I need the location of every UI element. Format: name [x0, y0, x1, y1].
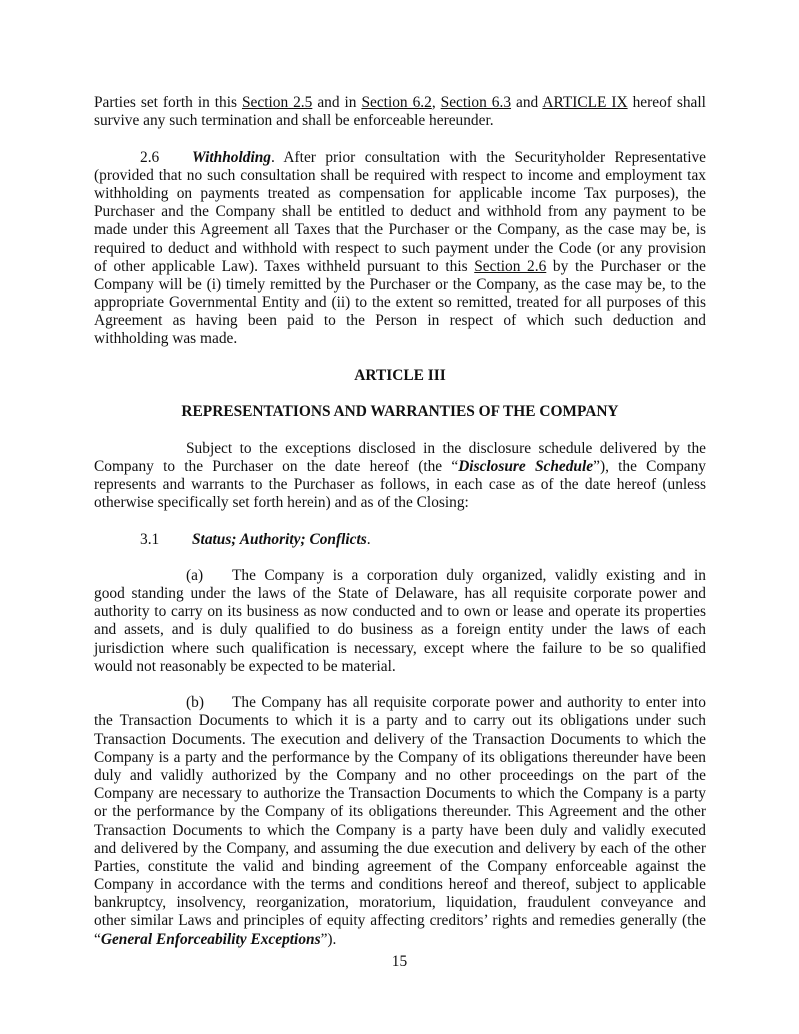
section-reference: Section 6.2: [361, 94, 432, 111]
text-line: survive any such termination and shall be enforceable hereunder.: [94, 112, 494, 130]
text: Parties set forth in this: [94, 94, 242, 111]
section-reference: Section 2.5: [241, 94, 313, 111]
text: ”), the Company: [593, 457, 707, 475]
text-line: would not reasonably be expected to be material.: [94, 657, 396, 675]
text-line: Purchaser and the Company shall be entitled to deduct and withhold from any payment to be: [94, 203, 706, 221]
text-line: [94, 458, 706, 476]
text: of other applicable Law). Taxes withheld pursuant to this: [94, 257, 475, 275]
section-title: Withholding: [192, 148, 271, 166]
text-line: [94, 567, 706, 585]
text: ,: [431, 94, 441, 111]
section-reference: Section 2.6: [474, 257, 547, 275]
text: Company to the Purchaser on the date hereof (the “: [94, 457, 459, 475]
text-line: Transaction Documents to which the Company is a party have been duly and validly executed: [94, 821, 706, 839]
text-line: [94, 931, 706, 949]
text: The Company has all requisite corporate power and authority to enter into: [232, 694, 706, 712]
text: “: [94, 930, 101, 948]
article-reference: ARTICLE IX: [542, 94, 628, 111]
text-line: good standing under the laws of the State of Delaware, has all requisite corporate power and: [94, 585, 706, 603]
text-line: (provided that no such consultation shall be required with respect to income and employment tax: [94, 166, 706, 184]
text: The Company is a corporation duly organized, validly existing and in: [232, 566, 706, 584]
defined-term: Disclosure Schedule: [458, 457, 594, 475]
article-title: REPRESENTATIONS AND WARRANTIES OF THE COMPANY: [181, 403, 619, 421]
text: by the Purchaser or the: [546, 257, 706, 275]
text-line: Company will be (i) timely remitted by the Purchaser or the Company, as the case may be, to the: [94, 275, 706, 293]
text: ”).: [320, 930, 337, 948]
subsection-a: [94, 567, 706, 676]
section-title: Status; Authority; Conflicts: [192, 530, 367, 548]
section-number: 3.1: [140, 530, 160, 548]
subsection-label: (a): [186, 566, 204, 584]
text-line: Company is a party and the performance by the Company of its obligations thereunder have been: [94, 748, 706, 766]
text-line: and delivered by the Company, and assuming the due execution and delivery by each of the other: [94, 839, 706, 857]
text-line: authority to carry on its business as now conducted and to own or lease and operate its properties: [94, 603, 706, 621]
text-line: withholding on payments treated as compensation for applicable income Tax purposes), the: [94, 184, 706, 202]
text-line: or the performance by the Company of its obligations thereunder. This Agreement and the other: [94, 803, 706, 821]
text: . After prior consultation with the Securityholder Representative: [270, 148, 706, 166]
text-line: [94, 440, 706, 458]
subsection-label: (b): [186, 694, 204, 712]
text-line: jurisdiction where such qualification is necessary, except where the failure to be so qualified: [94, 639, 706, 657]
text-line: bankruptcy, insolvency, reorganization, moratorium, liquidation, fraudulent conveyance and: [94, 894, 706, 912]
text-line: [94, 258, 706, 276]
text-line: duly and validly authorized by the Company and no other proceedings on the part of the: [94, 766, 706, 784]
text-line: [94, 531, 706, 549]
text-line: Company in accordance with the terms and conditions hereof and thereof, subject to applicable: [94, 876, 706, 894]
text-line: appropriate Governmental Entity and (ii) to the extent so remitted, treated for all purposes of this: [94, 294, 706, 312]
text-line: Transaction Documents. The execution and delivery of the Transaction Documents to which the: [94, 730, 706, 748]
defined-term: General Enforceability Exceptions: [100, 930, 321, 948]
text: Subject to the exceptions disclosed in the disclosure schedule delivered by the: [186, 439, 706, 457]
text: .: [366, 530, 371, 548]
section-2-6-withholding: [94, 149, 706, 349]
text-line: made under this Agreement all Taxes that the Purchaser or the Company, as the case may be, is: [94, 221, 706, 239]
article-heading: ARTICLE III: [354, 366, 446, 384]
text: hereof shall: [627, 94, 706, 111]
text-line: represents and warrants to the Purchaser as follows, in each case as of the date hereof (unless: [94, 475, 706, 493]
subsection-b: [94, 694, 706, 949]
text-line: other similar Laws and principles of equity affecting creditors’ rights and remedies generally (the: [94, 912, 706, 930]
page-number: 15: [391, 953, 408, 970]
paragraph-survival: [94, 94, 706, 130]
article-intro-paragraph: [94, 440, 706, 513]
text: and in: [312, 94, 362, 111]
text-line: [94, 94, 706, 112]
text-line: Agreement as having been paid to the Person in respect of which such deduction and: [94, 312, 706, 330]
text-line: withholding was made.: [94, 330, 238, 348]
text-line: [94, 149, 706, 167]
section-reference: Section 6.3: [440, 94, 512, 111]
text-line: required to deduct and withhold with respect to such payment under the Code (or any provision: [94, 239, 706, 257]
document-page: [94, 94, 706, 949]
section-3-1-heading: [94, 531, 706, 549]
text-line: the Transaction Documents to which it is a party and to carry out its obligations under such: [94, 712, 706, 730]
text-line: Parties, constitute the valid and binding agreement of the Company enforceable against the: [94, 857, 706, 875]
text-line: Company are necessary to authorize the Transaction Documents to which the Company is a party: [94, 785, 706, 803]
text: and: [511, 94, 543, 111]
text-line: [94, 694, 706, 712]
text-line: and assets, and is duly qualified to do business as a foreign entity under the laws of each: [94, 621, 706, 639]
text-line: otherwise specifically set forth herein) and as of the Closing:: [94, 494, 469, 512]
section-number: 2.6: [140, 148, 160, 166]
